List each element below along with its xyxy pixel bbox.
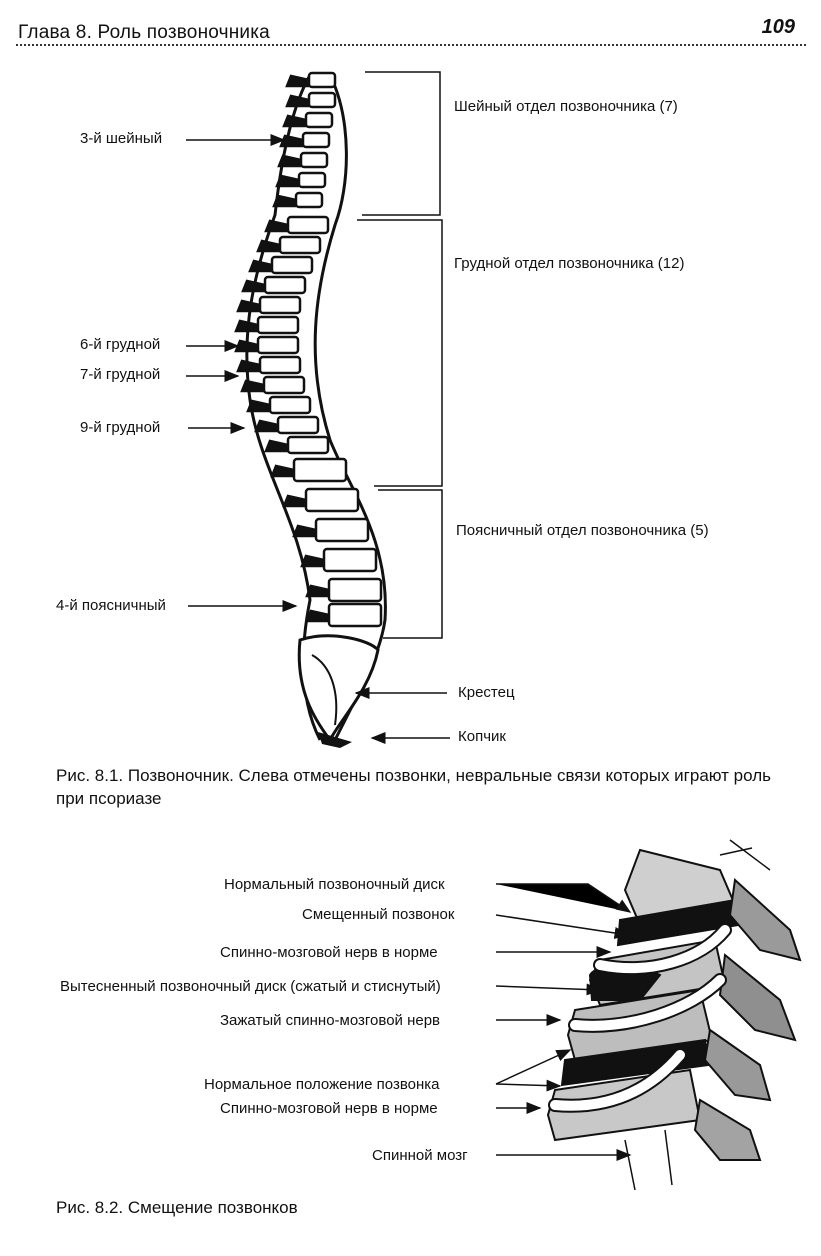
arrow-normal-position-2 [496,1084,560,1086]
label-7-thoracic: 7-й грудной [80,366,161,383]
label-4-lumbar: 4-й поясничный [56,597,166,614]
arrow-displaced-disc [496,986,600,990]
label-cervical-region: Шейный отдел позвоночника (7) [454,98,678,115]
label-normal-position: Нормальное положение позвонка [204,1076,440,1093]
label-nerve-normal-2: Спинно-мозговой нерв в норме [220,1100,438,1117]
spinous-process-1 [730,880,800,960]
figure1-caption: Рис. 8.1. Позвоночник. Слева отмечены позвонки, невральные связи которых играют роль при псориазе [56,766,771,808]
arrow-displaced-vertebra [496,915,628,935]
dimension-bottom [625,1130,672,1190]
spinous-process-4 [695,1100,760,1160]
label-displaced-disc: Вытесненный позвоночный диск (сжатый и стиснутый) [60,978,441,995]
label-3-cervical: 3-й шейный [80,130,163,147]
arrow-normal-position-1 [496,1050,570,1084]
label-spinal-cord: Спинной мозг [372,1147,468,1164]
label-9-thoracic: 9-й грудной [80,419,161,436]
label-6-thoracic: 6-й грудной [80,336,161,353]
chapter-title: Глава 8. Роль позвоночника [18,22,270,43]
label-lumbar-region: Поясничный отдел позвоночника (5) [456,522,709,539]
label-thoracic-region: Грудной отдел позвоночника (12) [454,255,685,272]
label-normal-disc: Нормальный позвоночный диск [224,876,445,893]
arrow-normal-disc [496,884,630,912]
figure2-caption: Рис. 8.2. Смещение позвонков [56,1198,298,1217]
dimension-top [720,840,770,870]
page-number: 109 [761,16,795,38]
label-displaced-vertebra: Смещенный позвонок [302,906,455,923]
spinous-process-2 [720,955,795,1040]
label-nerve-normal-1: Спинно-мозговой нерв в норме [220,944,438,961]
label-coccyx: Копчик [458,728,506,745]
label-pinched-nerve: Зажатый спинно-мозговой нерв [220,1012,441,1029]
spinous-process-3 [705,1030,770,1100]
label-sacrum: Крестец [458,684,515,701]
